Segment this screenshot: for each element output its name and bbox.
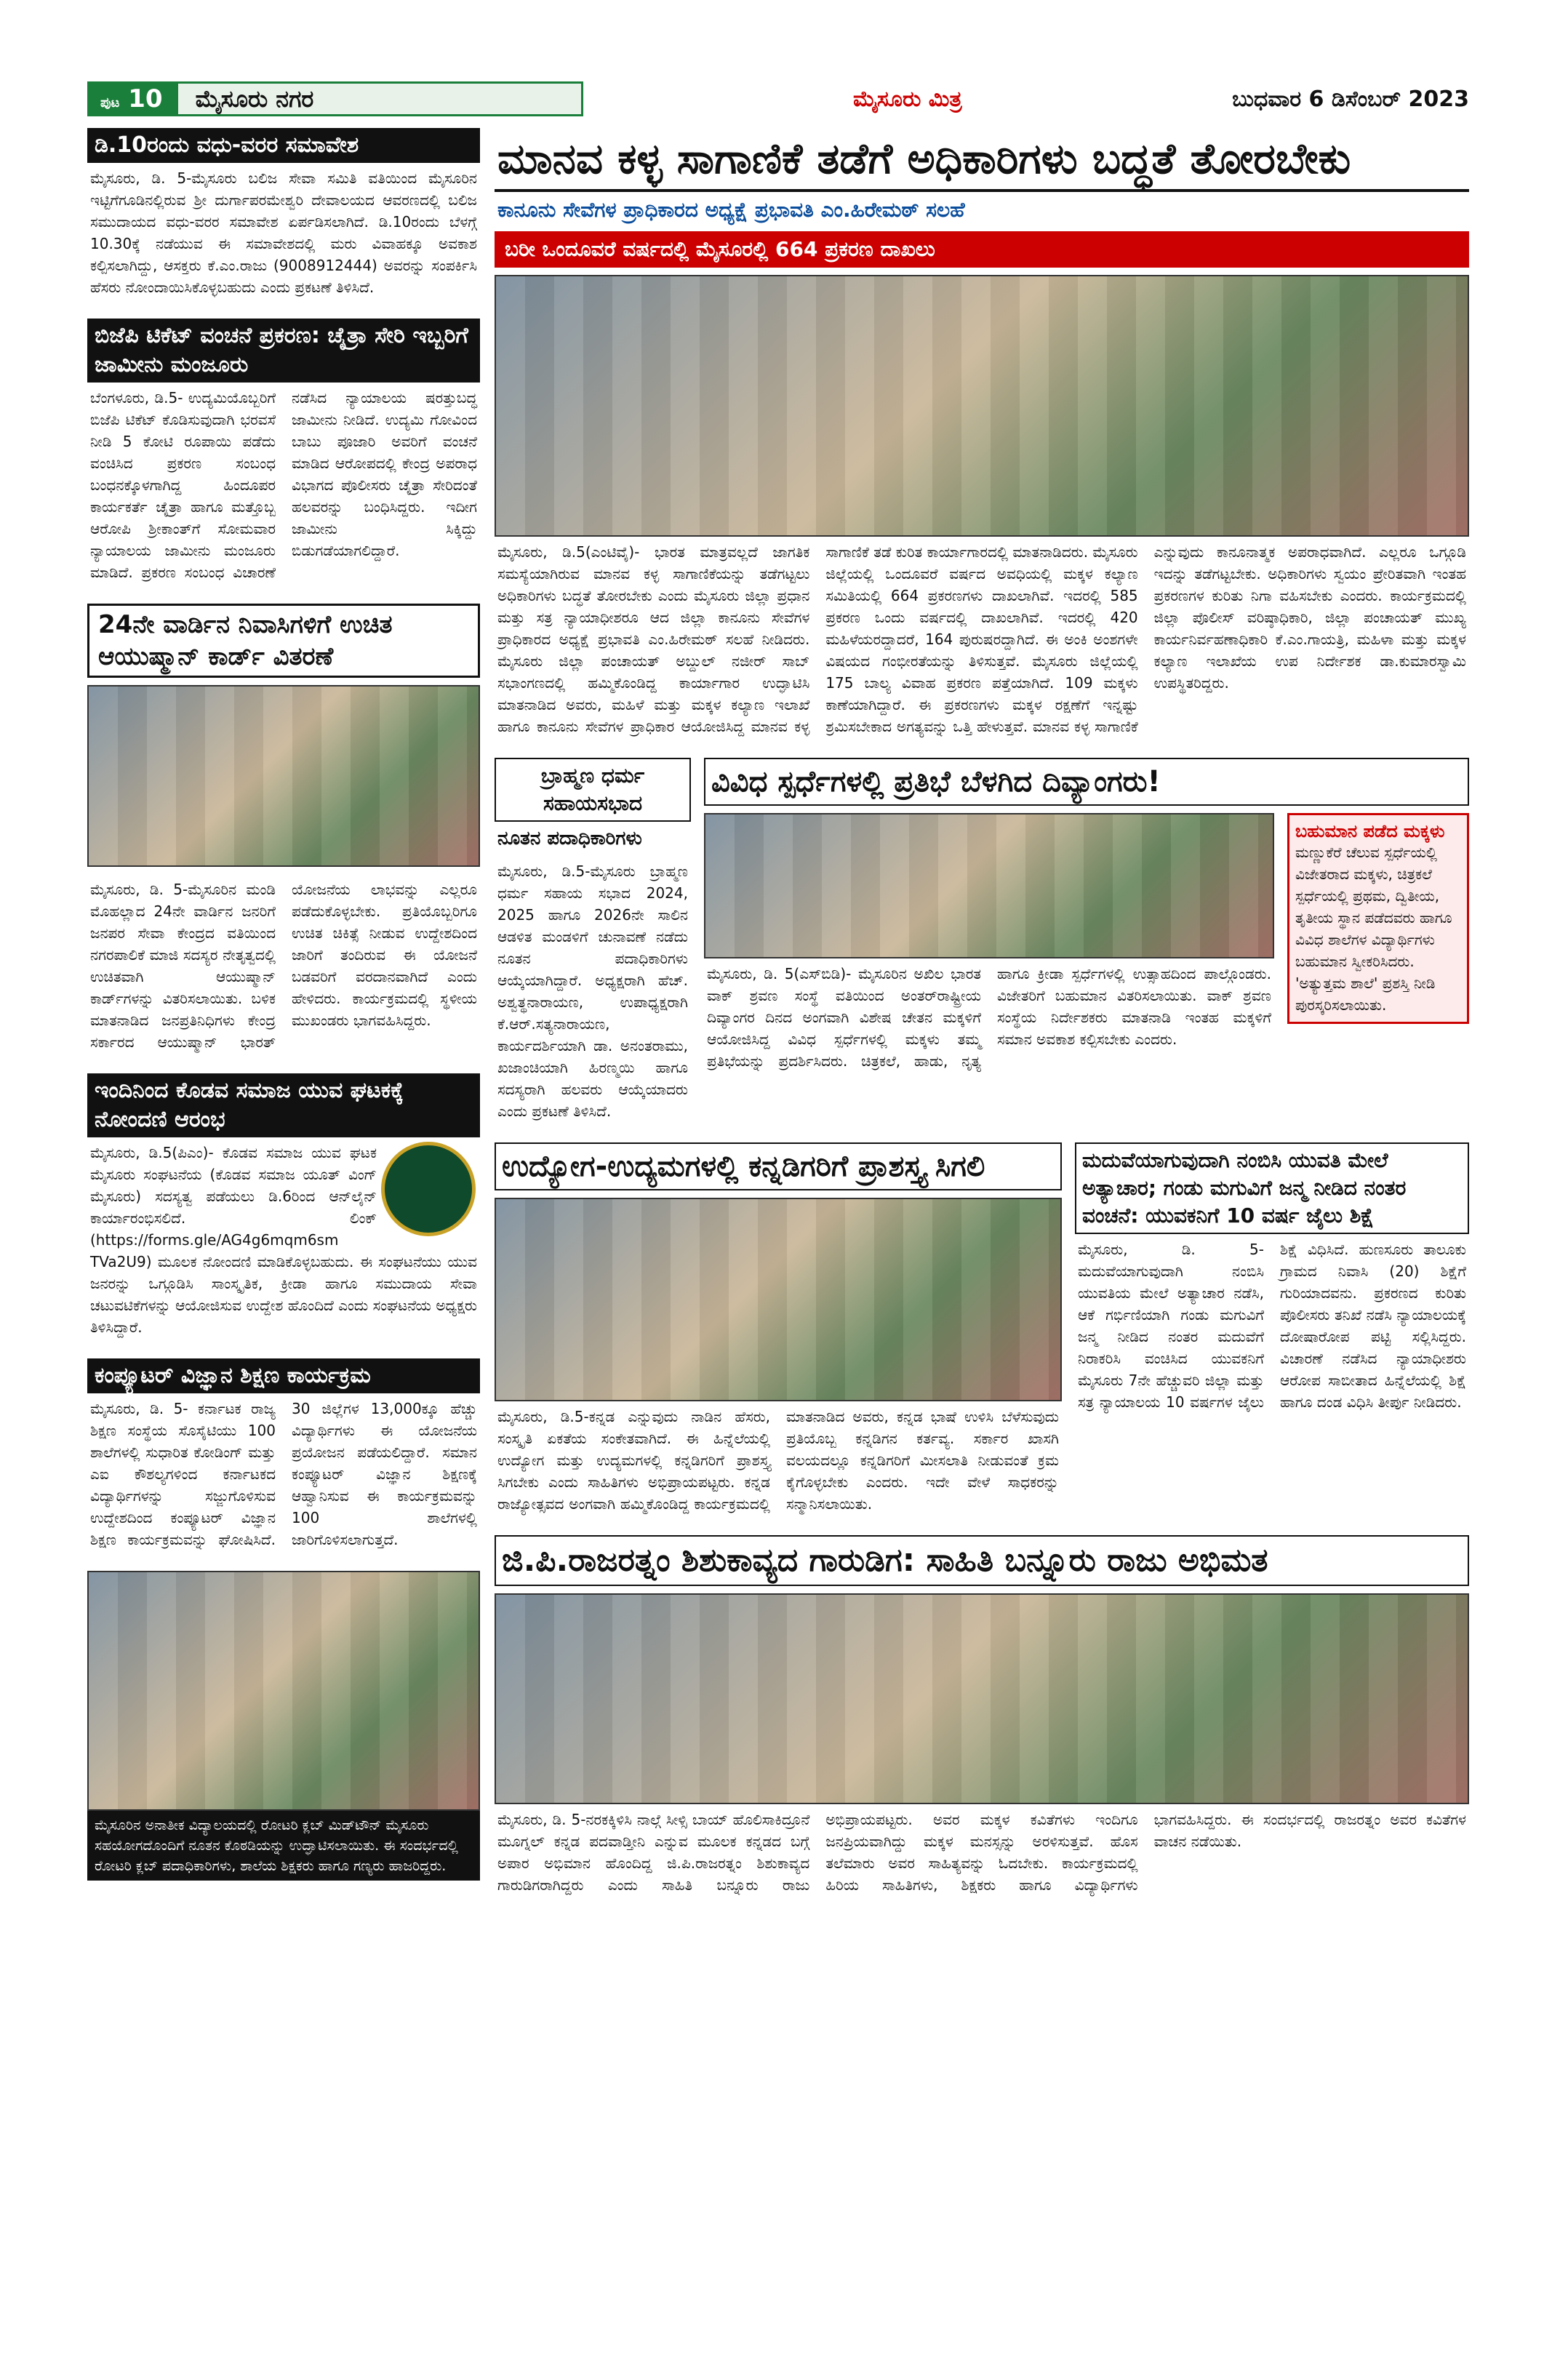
article-body: ಬೆಂಗಳೂರು, ಡಿ.5- ಉದ್ಯಮಿಯೊಬ್ಬರಿಗೆ ಬಿಜೆಪಿ ಟಿಕೆಟ್ ಕೊಡಿಸುವುದಾಗಿ ಭರವಸೆ ನೀಡಿ 5 ಕೋಟಿ ರೂಪಾಯಿ ಪಡೆದು ವಂಚಿಸಿದ ಪ್ರಕರಣ ಸಂಬಂಧ ಬಂಧನಕ್ಕೊಳಗಾಗಿದ್ದ ಹಿಂದೂಪರ ಕಾರ್ಯಕರ್ತೆ ಚೈತ್ರಾ ಹಾಗೂ ಮತ್ತೊಬ್ಬ ಆರೋಪಿ ಶ್ರೀಕಾಂತ್‌ಗೆ ಸೋಮವಾರ ನ್ಯಾಯಾಲಯ ಜಾಮೀನು ಮಂಜೂರು ಮಾಡಿದೆ. ಪ್ರಕರಣ ಸಂಬಂಧ ವಿಚಾರಣೆ ನಡೆಸಿದ ನ್ಯಾಯಾಲಯ ಷರತ್ತುಬದ್ಧ ಜಾಮೀನು ನೀಡಿದೆ. ಉದ್ಯಮಿ ಗೋವಿಂದ ಬಾಬು ಪೂಜಾರಿ ಅವರಿಗೆ ವಂಚನೆ ಮಾಡಿದ ಆರೋಪದಲ್ಲಿ ಕೇಂದ್ರ ಅಪರಾಧ ವಿಭಾಗದ ಪೊಲೀಸರು ಚೈತ್ರಾ ಸೇರಿದಂತೆ ಹಲವರನ್ನು ಬಂಧಿಸಿದ್ದರು. ಇದೀಗ ಜಾಮೀನು ಸಿಕ್ಕಿದ್ದು ಬಿಡುಗಡೆಯಾಗಲಿದ್ದಾರೆ. [90,389,477,581]
headline: ವಿವಿಧ ಸ್ಪರ್ಧೆಗಳಲ್ಲಿ ಪ್ರತಿಭೆ ಬೆಳಗಿದ ದಿವ್ಯಾಂಗರು! [704,758,1469,806]
article-body: ಮೈಸೂರು, ಡಿ.5(ಪಿಎಂ)- ಕೊಡವ ಸಮಾಜ ಯುವ ಘಟಕ ಮೈಸೂರು ಸಂಘಟನೆಯ (ಕೊಡವ ಸಮಾಜ ಯೂತ್ ವಿಂಗ್ ಮೈಸೂರು) ಸದಸ್ಯತ್ವ ಪಡೆಯಲು ಡಿ.6ರಿಂದ ಆನ್‌ಲೈನ್ ಕಾರ್ಯಾರಂಭಿಸಲಿದೆ. ಲಿಂಕ್ (https://forms.gle/AG4g6mqm6sm TVa2U9) ಮೂಲಕ ನೋಂದಣಿ ಮಾಡಿಕೊಳ್ಳಬಹುದು. ಈ ಸಂಘಟನೆಯು ಯುವ ಜನರನ್ನು ಒಗ್ಗೂಡಿಸಿ ಸಾಂಸ್ಕೃತಿಕ, ಕ್ರೀಡಾ ಹಾಗೂ ಸಮುದಾಯ ಸೇವಾ ಚಟುವಟಿಕೆಗಳನ್ನು ಆಯೋಜಿಸುವ ಉದ್ದೇಶ ಹೊಂದಿದೆ ಎಂದು ಸಂಘಟನೆಯ ಅಧ್ಯಕ್ಷರು ತಿಳಿಸಿದ್ದಾರೆ. [90,1144,477,1336]
lead-headline: ಮಾನವ ಕಳ್ಳ ಸಾಗಾಣಿಕೆ ತಡೆಗೆ ಅಧಿಕಾರಿಗಳು ಬದ್ಧತೆ ತೋರಬೇಕು [495,128,1469,192]
article-body: ಮೈಸೂರು, ಡಿ.5-ಕನ್ನಡ ಎನ್ನುವುದು ನಾಡಿನ ಹೆಸರು, ಸಂಸ್ಕೃತಿ ಏಕತೆಯ ಸಂಕೇತವಾಗಿದೆ. ಈ ಹಿನ್ನೆಲೆಯಲ್ಲಿ ಉದ್ಯೋಗ ಮತ್ತು ಉದ್ಯಮಗಳಲ್ಲಿ ಕನ್ನಡಿಗರಿಗೆ ಪ್ರಾಶಸ್ತ್ಯ ಸಿಗಬೇಕು ಎಂದು ಸಾಹಿತಿಗಳು ಅಭಿಪ್ರಾಯಪಟ್ಟರು. ಕನ್ನಡ ರಾಜ್ಯೋತ್ಸವದ ಅಂಗವಾಗಿ ಹಮ್ಮಿಕೊಂಡಿದ್ದ ಕಾರ್ಯಕ್ರಮದಲ್ಲಿ ಮಾತನಾಡಿದ ಅವರು, ಕನ್ನಡ ಭಾಷೆ ಉಳಿಸಿ ಬೆಳೆಸುವುದು ಪ್ರತಿಯೊಬ್ಬ ಕನ್ನಡಿಗನ ಕರ್ತವ್ಯ. ಸರ್ಕಾರ ಖಾಸಗಿ ವಲಯದಲ್ಲೂ ಕನ್ನಡಿಗರಿಗೆ ಮೀಸಲಾತಿ ನೀಡುವಂತೆ ಕ್ರಮ ಕೈಗೊಳ್ಳಬೇಕು ಎಂದರು. ಇದೇ ವೇಳೆ ಸಾಧಕರನ್ನು ಸನ್ಮಾನಿಸಲಾಯಿತು. [497,1408,1059,1513]
section-title: ಮೈಸೂರು ನಗರ [176,81,583,116]
article-body: ಮೈಸೂರು, ಡಿ. 5-ಮೈಸೂರಿನ ಮಂಡಿ ಮೊಹಲ್ಲಾದ 24ನೇ ವಾರ್ಡಿನ ಜನರಿಗೆ ಜನಪರ ಸೇವಾ ಕೇಂದ್ರದ ವತಿಯಿಂದ ನಗರಪಾಲಿಕೆ ಮಾಜಿ ಸದಸ್ಯರ ನೇತೃತ್ವದಲ್ಲಿ ಉಚಿತವಾಗಿ ಆಯುಷ್ಮಾನ್ ಕಾರ್ಡ್‌ಗಳನ್ನು ವಿತರಿಸಲಾಯಿತು. ಬಳಿಕ ಮಾತನಾಡಿದ ಜನಪ್ರತಿನಿಧಿಗಳು ಕೇಂದ್ರ ಸರ್ಕಾರದ ಆಯುಷ್ಮಾನ್ ಭಾರತ್ ಯೋಜನೆಯ ಲಾಭವನ್ನು ಎಲ್ಲರೂ ಪಡೆದುಕೊಳ್ಳಬೇಕು. ಪ್ರತಿಯೊಬ್ಬರಿಗೂ ಉಚಿತ ಚಿಕಿತ್ಸೆ ನೀಡುವ ಉದ್ದೇಶದಿಂದ ಜಾರಿಗೆ ತಂದಿರುವ ಈ ಯೋಜನೆ ಬಡವರಿಗೆ ವರದಾನವಾಗಿದೆ ಎಂದು ಹೇಳಿದರು. ಕಾರ್ಯಕ್ರಮದಲ್ಲಿ ಸ್ಥಳೀಯ ಮುಖಂಡರು ಭಾಗವಹಿಸಿದ್ದರು. [90,881,477,1051]
article-body: ಮೈಸೂರು, ಡಿ. 5-ಮದುವೆಯಾಗುವುದಾಗಿ ನಂಬಿಸಿ ಯುವತಿಯ ಮೇಲೆ ಅತ್ಯಾಚಾರ ನಡೆಸಿ, ಆಕೆ ಗರ್ಭಿಣಿಯಾಗಿ ಗಂಡು ಮಗುವಿಗೆ ಜನ್ಮ ನೀಡಿದ ನಂತರ ಮದುವೆಗೆ ನಿರಾಕರಿಸಿ ವಂಚಿಸಿದ ಯುವಕನಿಗೆ ಮೈಸೂರು 7ನೇ ಹೆಚ್ಚುವರಿ ಜಿಲ್ಲಾ ಮತ್ತು ಸತ್ರ ನ್ಯಾಯಾಲಯ 10 ವರ್ಷಗಳ ಜೈಲು ಶಿಕ್ಷೆ ವಿಧಿಸಿದೆ. ಹುಣಸೂರು ತಾಲೂಕು ಗ್ರಾಮದ ನಿವಾಸಿ (20) ಶಿಕ್ಷೆಗೆ ಗುರಿಯಾದವನು. ಪ್ರಕರಣದ ಕುರಿತು ಪೊಲೀಸರು ತನಿಖೆ ನಡೆಸಿ ನ್ಯಾಯಾಲಯಕ್ಕೆ ದೋಷಾರೋಪ ಪಟ್ಟಿ ಸಲ್ಲಿಸಿದ್ದರು. ವಿಚಾರಣೆ ನಡೆಸಿದ ನ್ಯಾಯಾಧೀಶರು ಆರೋಪ ಸಾಬೀತಾದ ಹಿನ್ನೆಲೆಯಲ್ಲಿ ಶಿಕ್ಷೆ ಹಾಗೂ ದಂಡ ವಿಧಿಸಿ ತೀರ್ಪು ನೀಡಿದರು. [1078,1241,1466,1411]
article-court-verdict [1075,1142,1469,1519]
middle-row [495,758,1469,1126]
headline: ಜಿ.ಪಿ.ರಾಜರತ್ನಂ ಶಿಶುಕಾವ್ಯದ ಗಾರುಡಿಗ: ಸಾಹಿತಿ ಬನ್ನೂರು ರಾಜು ಅಭಿಮತ [495,1535,1469,1586]
children-photo [704,813,1274,958]
group-photo [87,685,480,867]
event-photo [495,1198,1062,1401]
headline: ಉದ್ಯೋಗ-ಉದ್ಯಮಗಳಲ್ಲಿ ಕನ್ನಡಿಗರಿಗೆ ಪ್ರಾಶಸ್ತ್ಯ ಸಿಗಲಿ [495,1142,1062,1190]
article-body: ಮೈಸೂರು, ಡಿ. 5- ಕರ್ನಾಟಕ ರಾಜ್ಯ ಶಿಕ್ಷಣ ಸಂಸ್ಥೆಯ ಸೊಸೈಟಿಯು 100 ಶಾಲೆಗಳಲ್ಲಿ ಸುಧಾರಿತ ಕೋಡಿಂಗ್ ಮತ್ತು ಎಐ ಕೌಶಲ್ಯಗಳಿಂದ ಕರ್ನಾಟಕದ ವಿದ್ಯಾರ್ಥಿಗಳನ್ನು ಸಜ್ಜುಗೊಳಿಸುವ ಉದ್ದೇಶದಿಂದ ಕಂಪ್ಯೂಟರ್ ವಿಜ್ಞಾನ ಶಿಕ್ಷಣ ಕಾರ್ಯಕ್ರಮವನ್ನು ಘೋಷಿಸಿದೆ. 30 ಜಿಲ್ಲೆಗಳ 13,000ಕ್ಕೂ ಹೆಚ್ಚು ವಿದ್ಯಾರ್ಥಿಗಳು ಈ ಯೋಜನೆಯ ಪ್ರಯೋಜನ ಪಡೆಯಲಿದ್ದಾರೆ. ಸಮಾನ ಕಂಪ್ಯೂಟರ್ ವಿಜ್ಞಾನ ಶಿಕ್ಷಣಕ್ಕೆ ಆಹ್ವಾನಿಸುವ ಈ ಕಾರ್ಯಕ್ರಮವನ್ನು 100 ಶಾಲೆಗಳಲ್ಲಿ ಜಾರಿಗೊಳಿಸಲಾಗುತ್ತದೆ. [90,1400,477,1548]
literary-event-photo [495,1593,1469,1804]
lead-subhead: ಕಾನೂನು ಸೇವೆಗಳ ಪ್ರಾಧಿಕಾರದ ಅಧ್ಯಕ್ಷೆ ಪ್ರಭಾವತಿ ಎಂ.ಹಿರೇಮಠ್ ಸಲಹೆ [497,198,965,222]
lead-article-human-trafficking [495,128,1469,742]
photo-caption: ಮೈಸೂರಿನ ಅನಾತೀಕ ವಿದ್ಯಾಲಯದಲ್ಲಿ ರೋಟರಿ ಕ್ಲಬ್ ಮಿಡ್‌ಟೌನ್ ಮೈಸೂರು ಸಹಯೋಗದೊಂದಿಗೆ ನೂತನ ಕೊಠಡಿಯನ್ನು ಉದ್ಘಾಟಿಸಲಾಯಿತು. ಈ ಸಂದರ್ಭದಲ್ಲಿ ರೋಟರಿ ಕ್ಲಬ್ ಪದಾಧಿಕಾರಿಗಳು, ಶಾಲೆಯ ಶಿಕ್ಷಕರು ಹಾಗೂ ಗಣ್ಯರು ಹಾಜರಿದ್ದರು. [87,1811,480,1881]
headline: ಇಂದಿನಿಂದ ಕೊಡವ ಸಮಾಜ ಯುವ ಘಟಕಕ್ಕೆ ನೋಂದಣಿ ಆರಂಭ [87,1073,480,1137]
article-body: ಮೈಸೂರು, ಡಿ. 5-ಮೈಸೂರು ಬಲಿಜ ಸೇವಾ ಸಮಿತಿ ವತಿಯಿಂದ ಮೈಸೂರಿನ ಇಟ್ಟಿಗೆಗೂಡಿನಲ್ಲಿರುವ ಶ್ರೀ ದುರ್ಗಾಪರಮೇಶ್ವರಿ ದೇವಾಲಯದ ಆವರಣದಲ್ಲಿ ಬಲಿಜ ಸಮುದಾಯದ ವಧು-ವರರ ಸಮಾವೇಶ ಏರ್ಪಡಿಸಲಾಗಿದೆ. ಡಿ.10ರಂದು ಬೆಳಗ್ಗೆ 10.30ಕ್ಕೆ ನಡೆಯುವ ಈ ಸಮಾವೇಶದಲ್ಲಿ ಮರು ವಿವಾಹಕ್ಕೂ ಅವಕಾಶ ಕಲ್ಪಿಸಲಾಗಿದ್ದು, ಆಸಕ್ತರು ಕೆ.ಎಂ.ರಾಜು (9008912444) ಅವರನ್ನು ಸಂಪರ್ಕಿಸಿ ಹೆಸರು ನೋಂದಾಯಿಸಿಕೊಳ್ಳಬಹುದು ಎಂದು ಪ್ರಕಟಣೆ ತಿಳಿಸಿದೆ. [90,169,477,296]
page-number [87,81,176,116]
right-area [495,128,1469,1916]
page-number-value: 10 [128,84,163,113]
headline: ಬಿಜೆಪಿ ಟಿಕೆಟ್ ವಂಚನೆ ಪ್ರಕರಣ: ಚೈತ್ರಾ ಸೇರಿ ಇಬ್ಬರಿಗೆ ಜಾಮೀನು ಮಂಜೂರು [87,319,480,383]
left-column [87,128,480,1881]
article-computer-science [87,1358,480,1555]
lower-row [495,1142,1469,1519]
dateline: ಬುಧವಾರ 6 ಡಿಸೆಂಬರ್ 2023 [1232,86,1469,112]
article-bjp-ticket [87,319,480,588]
article-rajaratnam [495,1535,1469,1900]
headline: 24ನೇ ವಾರ್ಡಿನ ನಿವಾಸಿಗಳಿಗೆ ಉಚಿತ ಆಯುಷ್ಮಾನ್ ಕಾರ್ಡ್ ವಿತರಣೆ [87,604,480,678]
article-body: ಮೈಸೂರು, ಡಿ.5-ಮೈಸೂರು ಬ್ರಾಹ್ಮಣ ಧರ್ಮ ಸಹಾಯ ಸಭಾದ 2024, 2025 ಹಾಗೂ 2026ನೇ ಸಾಲಿನ ಆಡಳಿತ ಮಂಡಳಿಗೆ ಚುನಾವಣೆ ನಡೆದು ನೂತನ ಪದಾಧಿಕಾರಿಗಳು ಆಯ್ಕೆಯಾಗಿದ್ದಾರೆ. ಅಧ್ಯಕ್ಷರಾಗಿ ಹೆಚ್. ಅಶ್ವತ್ಥನಾರಾಯಣ, ಉಪಾಧ್ಯಕ್ಷರಾಗಿ ಕೆ.ಆರ್.ಸತ್ಯನಾರಾಯಣ, ಕಾರ್ಯದರ್ಶಿಯಾಗಿ ಡಾ. ಅನಂತರಾಮು, ಖಜಾಂಚಿಯಾಗಿ ಹಿರಣ್ಮಯಿ ಹಾಗೂ ಸದಸ್ಯರಾಗಿ ಹಲವರು ಆಯ್ಕೆಯಾದರು ಎಂದು ಪ್ರಕಟಣೆ ತಿಳಿಸಿದೆ. [497,862,688,1120]
article-divyang-competitions [704,758,1469,1126]
rotary-inauguration-photo [87,1571,480,1811]
headline: ಡಿ.10ರಂದು ವಧು-ವರರ ಸಮಾವೇಶ [87,128,480,163]
page-label: ಪುಟ [100,95,120,111]
subhead: ನೂತನ ಪದಾಧಿಕಾರಿಗಳು [497,828,642,849]
headline: ಮದುವೆಯಾಗುವುದಾಗಿ ನಂಬಿಸಿ ಯುವತಿ ಮೇಲೆ ಅತ್ಯಾಚಾರ; ಗಂಡು ಮಗುವಿಗೆ ಜನ್ಮ ನೀಡಿದ ನಂತರ ವಂಚನೆ: ಯುವಕನಿಗೆ 10 ವರ್ಷ ಜೈಲು ಶಿಕ್ಷೆ [1075,1142,1469,1234]
divyang-content [704,813,1469,1076]
article-body: ಮೈಸೂರು, ಡಿ. 5-ನರಕಕ್ಕಿಳಿಸಿ ನಾಲ್ಗೆ ಸೀಳ್ಸಿ ಬಾಯ್ ಹೊಲಿಸಾಕಿದ್ರೂನೆ ಮೂಗ್ನಲ್ ಕನ್ನಡ ಪದವಾಡ್ತೀನಿ ಎನ್ನುವ ಮೂಲಕ ಕನ್ನಡದ ಬಗ್ಗೆ ಅಪಾರ ಅಭಿಮಾನ ಹೊಂದಿದ್ದ ಜಿ.ಪಿ.ರಾಜರತ್ನಂ ಶಿಶುಕಾವ್ಯದ ಗಾರುಡಿಗರಾಗಿದ್ದರು ಎಂದು ಸಾಹಿತಿ ಬನ್ನೂರು ರಾಜು ಅಭಿಪ್ರಾಯಪಟ್ಟರು. ಅವರ ಮಕ್ಕಳ ಕವಿತೆಗಳು ಇಂದಿಗೂ ಜನಪ್ರಿಯವಾಗಿದ್ದು ಮಕ್ಕಳ ಮನಸ್ಸನ್ನು ಅರಳಿಸುತ್ತವೆ. ಹೊಸ ತಲೆಮಾರು ಅವರ ಸಾಹಿತ್ಯವನ್ನು ಓದಬೇಕು. ಕಾರ್ಯಕ್ರಮದಲ್ಲಿ ಹಿರಿಯ ಸಾಹಿತಿಗಳು, ಶಿಕ್ಷಕರು ಹಾಗೂ ವಿದ್ಯಾರ್ಥಿಗಳು ಭಾಗವಹಿಸಿದ್ದರು. ಈ ಸಂದರ್ಭದಲ್ಲಿ ರಾಜರತ್ನಂ ಅವರ ಕವಿತೆಗಳ ವಾಚನ ನಡೆಯಿತು. [497,1811,1466,1894]
divyang-sidebar [1287,813,1469,1076]
headline: ಬ್ರಾಹ್ಮಣ ಧರ್ಮ ಸಹಾಯಸಭಾದ [495,758,691,822]
article-marriage-meet [87,128,480,303]
article-kodava-youth [87,1073,480,1342]
lead-photo [495,275,1469,537]
article-body: ಮೈಸೂರು, ಡಿ. 5(ಎಸ್‌ಬಿಡಿ)- ಮೈಸೂರಿನ ಅಖಿಲ ಭಾರತ ವಾಕ್ ಶ್ರವಣ ಸಂಸ್ಥೆ ವತಿಯಿಂದ ಅಂತರ್‌ರಾಷ್ಟ್ರೀಯ ದಿವ್ಯಾಂಗರ ದಿನದ ಅಂಗವಾಗಿ ವಿಶೇಷ ಚೇತನ ಮಕ್ಕಳಿಗೆ ಆಯೋಜಿಸಿದ್ದ ವಿವಿಧ ಸ್ಪರ್ಧೆಗಳಲ್ಲಿ ಮಕ್ಕಳು ತಮ್ಮ ಪ್ರತಿಭೆಯನ್ನು ಪ್ರದರ್ಶಿಸಿದರು. ಚಿತ್ರಕಲೆ, ಹಾಡು, ನೃತ್ಯ ಹಾಗೂ ಕ್ರೀಡಾ ಸ್ಪರ್ಧೆಗಳಲ್ಲಿ ಉತ್ಸಾಹದಿಂದ ಪಾಲ್ಗೊಂಡರು. ವಿಜೇತರಿಗೆ ಬಹುಮಾನ ವಿತರಿಸಲಾಯಿತು. ವಾಕ್ ಶ್ರವಣ ಸಂಸ್ಥೆಯ ನಿರ್ದೇಶಕರು ಮಾತನಾಡಿ ಇಂತಹ ಮಕ್ಕಳಿಗೆ ಸಮಾನ ಅವಕಾಶ ಕಲ್ಪಿಸಬೇಕು ಎಂದರು. [707,965,1271,1070]
lead-highlight: ಬರೀ ಒಂದೂವರೆ ವರ್ಷದಲ್ಲಿ ಮೈಸೂರಲ್ಲಿ 664 ಪ್ರಕರಣ ದಾಖಲು [495,231,1469,268]
divyang-main [704,813,1274,1076]
box-text: ಮಣ್ಣುಕೆರೆ ಚೆಲುವ ಸ್ಪರ್ಧೆಯಲ್ಲಿ ವಿಜೇತರಾದ ಮಕ್ಕಳು, ಚಿತ್ರಕಲೆ ಸ್ಪರ್ಧೆಯಲ್ಲಿ ಪ್ರಥಮ, ದ್ವಿತೀಯ, ತೃತೀಯ ಸ್ಥಾನ ಪಡೆದವರು ಹಾಗೂ ವಿವಿಧ ಶಾಲೆಗಳ ವಿದ್ಯಾರ್ಥಿಗಳು ಬಹುಮಾನ ಸ್ವೀಕರಿಸಿದರು. 'ಅತ್ಯುತ್ತಮ ಶಾಲೆ' ಪ್ರಶಸ್ತಿ ನೀಡಿ ಪುರಸ್ಕರಿಸಲಾಯಿತು. [1295,844,1452,1014]
lead-body: ಮೈಸೂರು, ಡಿ.5(ಎಂಟಿವೈ)- ಭಾರತ ಮಾತ್ರವಲ್ಲದೆ ಜಾಗತಿಕ ಸಮಸ್ಯೆಯಾಗಿರುವ ಮಾನವ ಕಳ್ಳ ಸಾಗಾಣಿಕೆಯನ್ನು ತಡೆಗಟ್ಟಲು ಅಧಿಕಾರಿಗಳು ಬದ್ಧತೆ ತೋರಬೇಕು ಎಂದು ಮೈಸೂರು ಜಿಲ್ಲಾ ಪ್ರಧಾನ ಮತ್ತು ಸತ್ರ ನ್ಯಾಯಾಧೀಶರೂ ಆದ ಜಿಲ್ಲಾ ಕಾನೂನು ಸೇವೆಗಳ ಪ್ರಾಧಿಕಾರದ ಅಧ್ಯಕ್ಷೆ ಪ್ರಭಾವತಿ ಎಂ.ಹಿರೇಮಠ್ ಸಲಹೆ ನೀಡಿದರು. ಮೈಸೂರು ಜಿಲ್ಲಾ ಪಂಚಾಯತ್ ಅಬ್ದುಲ್ ನಜೀರ್ ಸಾಬ್ ಸಭಾಂಗಣದಲ್ಲಿ ಹಮ್ಮಿಕೊಂಡಿದ್ದ ಕಾರ್ಯಾಗಾರ ಉದ್ಘಾಟಿಸಿ ಮಾತನಾಡಿದ ಅವರು, ಮಹಿಳೆ ಮತ್ತು ಮಕ್ಕಳ ಕಲ್ಯಾಣ ಇಲಾಖೆ ಹಾಗೂ ಕಾನೂನು ಸೇವೆಗಳ ಪ್ರಾಧಿಕಾರ ಆಯೋಜಿಸಿದ್ದ ಮಾನವ ಕಳ್ಳ ಸಾಗಾಣಿಕೆ ತಡೆ ಕುರಿತ ಕಾರ್ಯಾಗಾರದಲ್ಲಿ ಮಾತನಾಡಿದರು. ಮೈಸೂರು ಜಿಲ್ಲೆಯಲ್ಲಿ ಒಂದೂವರೆ ವರ್ಷದ ಅವಧಿಯಲ್ಲಿ ಮಕ್ಕಳ ಕಲ್ಯಾಣ ಸಮಿತಿಯಲ್ಲಿ 664 ಪ್ರಕರಣಗಳು ದಾಖಲಾಗಿವೆ. ಇದರಲ್ಲಿ 585 ಪ್ರಕರಣ ಒಂದು ವರ್ಷದಲ್ಲಿ ದಾಖಲಾಗಿವೆ. ಇದರಲ್ಲಿ 420 ಮಹಿಳೆಯರದ್ದಾದರೆ, 164 ಪುರುಷರದ್ದಾಗಿದೆ. ಈ ಅಂಕಿ ಅಂಶಗಳೇ ವಿಷಯದ ಗಂಭೀರತೆಯನ್ನು ತಿಳಿಸುತ್ತವೆ. ಮೈಸೂರು ಜಿಲ್ಲೆಯಲ್ಲಿ 175 ಬಾಲ್ಯ ವಿವಾಹ ಪ್ರಕರಣ ಪತ್ತೆಯಾಗಿದೆ. 109 ಮಕ್ಕಳು ಕಾಣೆಯಾಗಿದ್ದಾರೆ. ಈ ಪ್ರಕರಣಗಳು ಮಕ್ಕಳ ರಕ್ಷಣೆಗೆ ಇನ್ನಷ್ಟು ಶ್ರಮಿಸಬೇಕಾದ ಅಗತ್ಯವನ್ನು ಒತ್ತಿ ಹೇಳುತ್ತವೆ. ಮಾನವ ಕಳ್ಳ ಸಾಗಾಣಿಕೆ ಎನ್ನುವುದು ಕಾನೂನಾತ್ಮಕ ಅಪರಾಧವಾಗಿದೆ. ಎಲ್ಲರೂ ಒಗ್ಗೂಡಿ ಇದನ್ನು ತಡೆಗಟ್ಟಬೇಕು. ಅಧಿಕಾರಿಗಳು ಸ್ವಯಂ ಪ್ರೇರಿತವಾಗಿ ಇಂತಹ ಪ್ರಕರಣಗಳ ಕುರಿತು ನಿಗಾ ವಹಿಸಬೇಕು ಎಂದರು. ಕಾರ್ಯಕ್ರಮದಲ್ಲಿ ಜಿಲ್ಲಾ ಪೊಲೀಸ್ ವರಿಷ್ಠಾಧಿಕಾರಿ, ಜಿಲ್ಲಾ ಪಂಚಾಯತ್ ಮುಖ್ಯ ಕಾರ್ಯನಿರ್ವಹಣಾಧಿಕಾರಿ ಕೆ.ಎಂ.ಗಾಯತ್ರಿ, ಮಹಿಳಾ ಮತ್ತು ಮಕ್ಕಳ ಕಲ್ಯಾಣ ಇಲಾಖೆಯ ಉಪ ನಿರ್ದೇಶಕ ಡಾ.ಕುಮಾರಸ್ವಾಮಿ ಉಪಸ್ಥಿತರಿದ್ದರು. [497,543,1466,735]
masthead [87,81,1469,116]
box-title: ಬಹುಮಾನ ಪಡೆದ ಮಕ್ಕಳು [1295,821,1445,841]
article-ayushman-card [87,604,480,1057]
article-kannada-jobs [495,1142,1062,1519]
headline: ಕಂಪ್ಯೂಟರ್ ವಿಜ್ಞಾನ ಶಿಕ್ಷಣ ಕಾರ್ಯಕ್ರಮ [87,1358,480,1393]
newspaper-name: ಮೈಸೂರು ಮಿತ್ರ [853,86,962,112]
article-brahmin-sabha [495,758,691,1126]
prize-winners-box [1287,813,1469,1024]
kodava-youth-logo [381,1142,476,1236]
